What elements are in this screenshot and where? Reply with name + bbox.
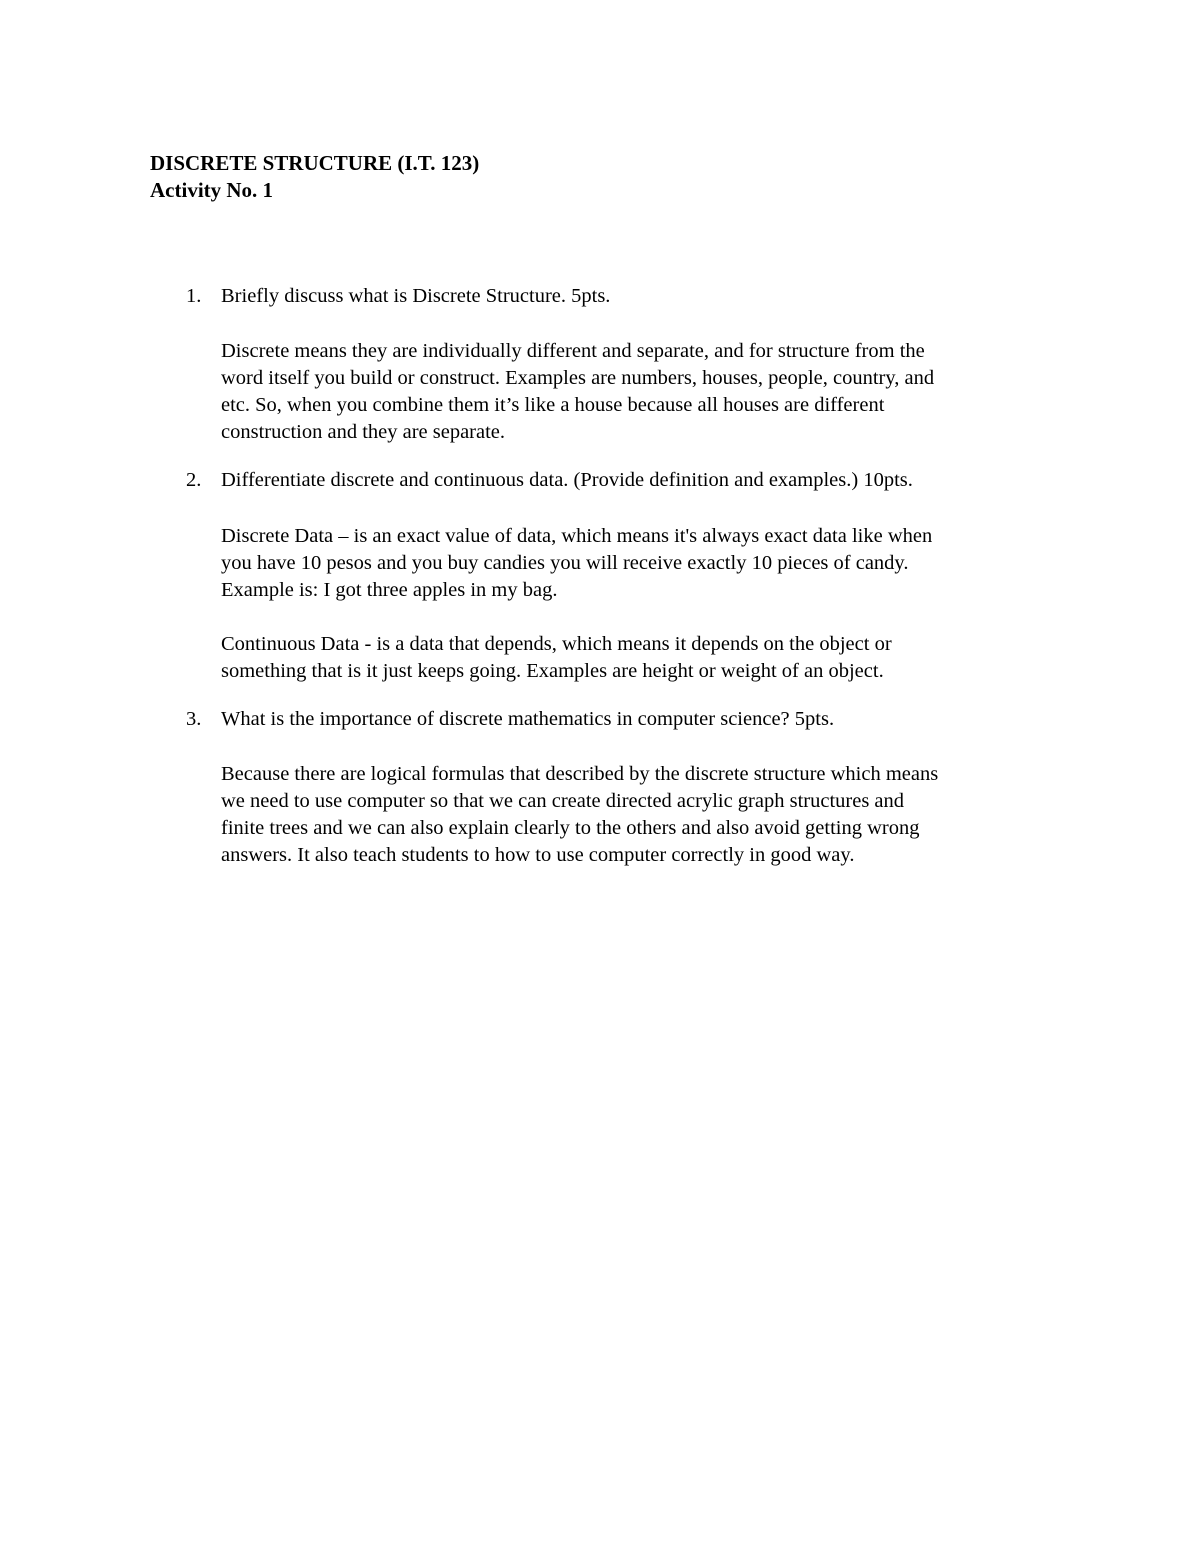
answer-line: finite trees and we can also explain clearly to the others and also avoid getting wrong [221,817,920,839]
answer-line: Discrete means they are individually different and separate, and for structure from the [221,340,925,362]
question-prompt: Briefly discuss what is Discrete Structure. 5pts. [221,285,611,307]
question-prompt: What is the importance of discrete mathematics in computer science? 5pts. [221,708,835,730]
question-number: 1. [186,285,202,307]
question-number: 2. [186,469,202,491]
answer-line: Discrete Data – is an exact value of data, which means it's always exact data like when [221,525,933,547]
question-number: 3. [186,708,202,730]
answer-line: Example is: I got three apples in my bag. [221,579,558,601]
document-subtitle: Activity No. 1 [150,178,274,202]
answer-line: construction and they are separate. [221,421,506,443]
answer-line: something that is it just keeps going. Examples are height or weight of an object. [221,660,884,682]
answer-line: etc. So, when you combine them it’s like a house because all houses are different [221,394,885,416]
answer-line: Because there are logical formulas that described by the discrete structure which means [221,763,939,785]
answer-line: Continuous Data - is a data that depends, which means it depends on the object or [221,633,892,655]
question-prompt: Differentiate discrete and continuous data. (Provide definition and examples.) 10pts. [221,469,913,491]
document-title: DISCRETE STRUCTURE (I.T. 123) [150,151,480,175]
answer-line: we need to use computer so that we can create directed acrylic graph structures and [221,790,905,812]
answer-2-discrete [221,523,932,604]
answer-2-continuous [221,631,892,685]
answer-line: answers. It also teach students to how to use computer correctly in good way. [221,844,855,866]
answer-line: word itself you build or construct. Examples are numbers, houses, people, country, and [221,367,935,389]
document-heading [150,150,479,204]
answer-1 [221,338,934,446]
answer-3 [221,761,938,869]
answer-line: you have 10 pesos and you buy candies you will receive exactly 10 pieces of candy. [221,552,909,574]
